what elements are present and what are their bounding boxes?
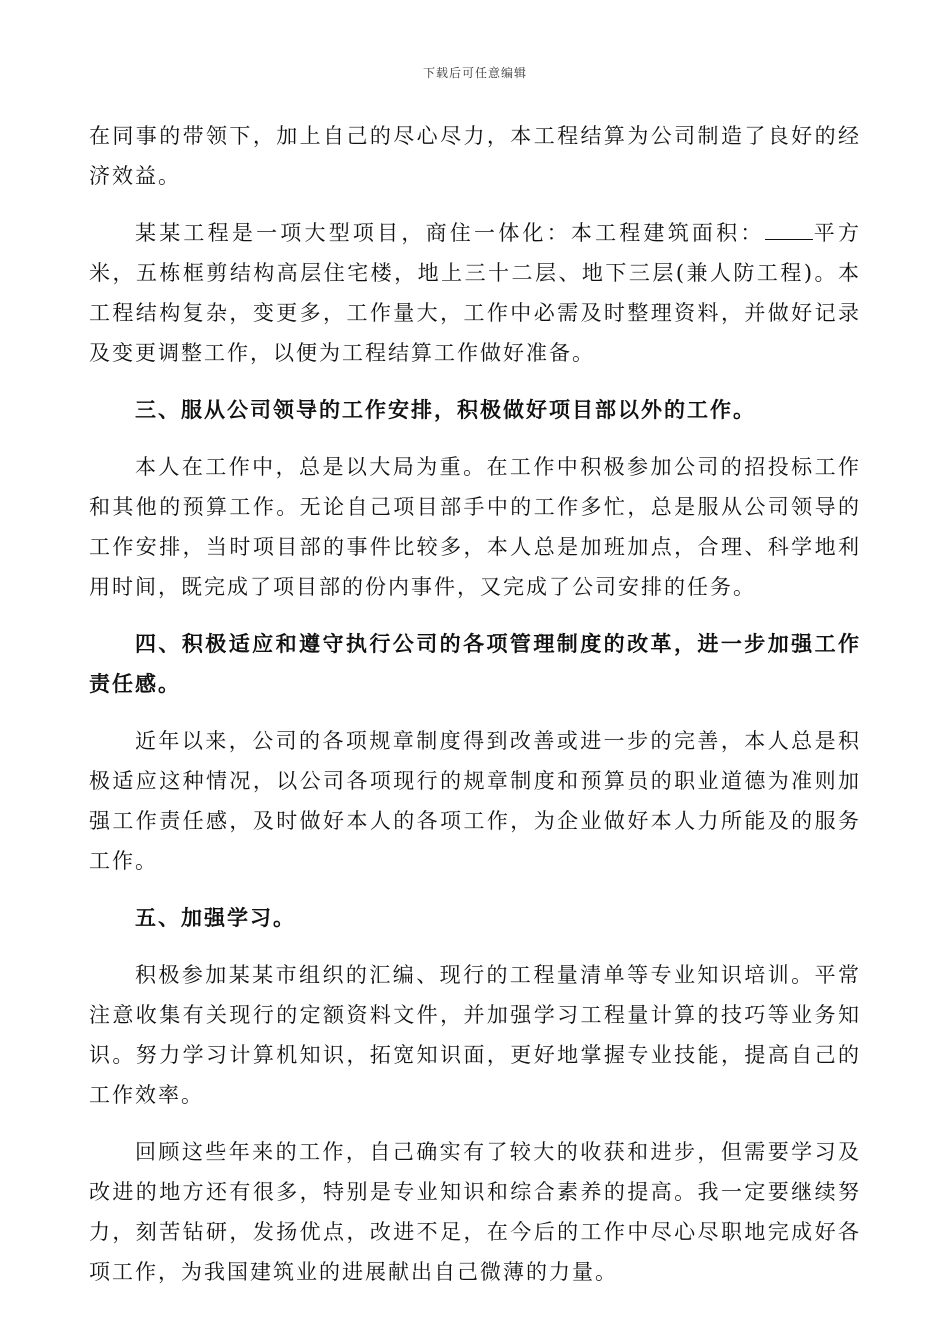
section-heading-4: 四、积极适应和遵守执行公司的各项管理制度的改革，进一步加强工作责任感。 [89, 631, 861, 696]
paragraph-section-5: 积极参加某某市组织的汇编、现行的工程量清单等专业知识培训。平常注意收集有关现行的定额资料文件，并加强学习工程量计算的技巧等业务知识。努力学习计算机知识，拓宽知识面，更好地掌握专业技能，提高自己的工作效率。 [89, 963, 861, 1107]
section-heading-5: 五、加强学习。 [135, 905, 296, 930]
paragraph-project-description [89, 213, 861, 373]
page-header: 下载后可任意编辑 [422, 66, 527, 80]
area-blank-field [765, 217, 813, 240]
paragraph-section-4: 近年以来，公司的各项规章制度得到改善或进一步的完善，本人总是积极适应这种情况，以公司各项现行的规章制度和预算员的职业道德为准则加强工作责任感，及时做好本人的各项工作，为企业做好本人力所能及的服务工作。 [89, 729, 861, 873]
section-heading-3: 三、服从公司领导的工作安排，积极做好项目部以外的工作。 [135, 397, 756, 422]
document-body [89, 116, 861, 1309]
paragraph-closing-summary: 在同事的带领下，加上自己的尽心尽力，本工程结算为公司制造了良好的经济效益。 [89, 124, 861, 188]
paragraph-text-before-blank: 某某工程是一项大型项目，商住一体化：本工程建筑面积： [135, 221, 765, 245]
paragraph-section-3: 本人在工作中，总是以大局为重。在工作中积极参加公司的招投标工作和其他的预算工作。无论自己项目部手中的工作多忙，总是服从公司领导的工作安排，当时项目部的事件比较多，本人总是加班加点，合理、科学地利用时间，既完成了项目部的份内事件，又完成了公司安排的任务。 [89, 455, 861, 599]
paragraph-text-after-blank: 平方米，五栋框剪结构高层住宅楼，地上三十二层、地下三层(兼人防工程)。本工程结构复杂，变更多，工作量大，工作中必需及时整理资料，并做好记录及变更调整工作，以便为工程结算工作做好准备。 [89, 221, 862, 365]
paragraph-conclusion: 回顾这些年来的工作，自己确实有了较大的收获和进步，但需要学习及改进的地方还有很多，特别是专业知识和综合素养的提高。我一定要继续努力，刻苦钻研，发扬优点，改进不足，在今后的工作中尽心尽职地完成好各项工作，为我国建筑业的进展献出自己微薄的力量。 [89, 1140, 861, 1284]
